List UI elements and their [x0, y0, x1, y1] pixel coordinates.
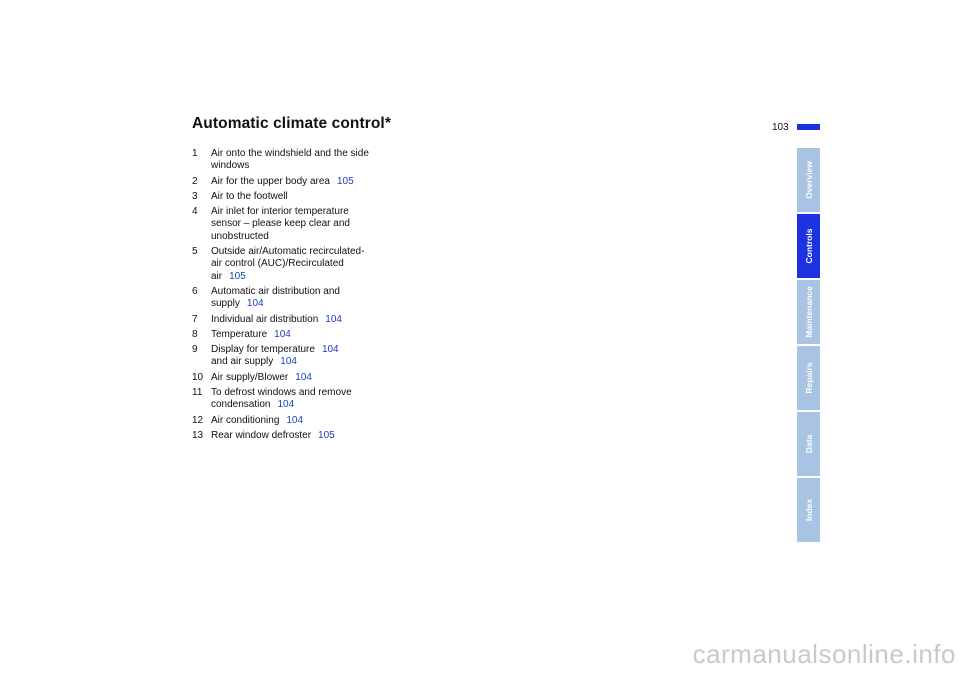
list-item [192, 430, 402, 442]
item-number: 4 [192, 206, 198, 218]
item-line [211, 356, 402, 368]
item-line [211, 176, 402, 188]
item-line-text: Air for the upper body area [211, 175, 330, 187]
list-item [192, 191, 402, 203]
item-text [211, 430, 402, 442]
item-text [211, 344, 402, 369]
item-text [211, 329, 402, 341]
item-line-text: Air conditioning [211, 414, 280, 426]
item-text [211, 415, 402, 427]
item-line [211, 160, 402, 172]
item-line-text: Air to the footwell [211, 190, 288, 202]
item-text [211, 314, 402, 326]
item-line [211, 286, 402, 298]
item-text [211, 286, 402, 311]
item-line [211, 218, 402, 230]
list-item [192, 286, 402, 311]
item-line [211, 148, 402, 160]
tab-controls[interactable] [797, 214, 820, 278]
item-line [211, 329, 402, 341]
item-line [211, 298, 402, 310]
item-text [211, 206, 402, 243]
page-reference-link[interactable]: 105 [318, 429, 335, 441]
item-line-text: Automatic air distribution and [211, 285, 340, 297]
list-item [192, 387, 402, 412]
legend-list [192, 148, 402, 445]
item-line-text: Air supply/Blower [211, 371, 289, 383]
list-item [192, 148, 402, 173]
list-item [192, 329, 402, 341]
item-line [211, 430, 402, 442]
item-number: 13 [192, 429, 204, 441]
list-item [192, 206, 402, 243]
item-line-text: sensor – please keep clear and [211, 218, 350, 230]
item-line-text: windows [211, 160, 250, 172]
item-line-text: air [211, 270, 223, 282]
page-reference-link[interactable]: 104 [280, 356, 297, 368]
page-reference-link[interactable]: 104 [246, 298, 264, 310]
item-line-text: condensation [211, 399, 271, 411]
item-line [211, 387, 402, 399]
item-line-text: Air inlet for interior temperature [211, 206, 349, 218]
item-line [211, 415, 402, 427]
item-number: 7 [192, 313, 198, 325]
page-reference-link[interactable]: 105 [336, 175, 354, 187]
page-reference-link[interactable]: 105 [229, 270, 246, 282]
list-item [192, 246, 402, 283]
item-line [211, 231, 402, 243]
tab-label: Data [803, 434, 814, 454]
item-line-text: unobstructed [211, 230, 269, 242]
item-line [211, 344, 402, 356]
item-line-text: supply [211, 298, 240, 310]
tab-label: Overview [803, 161, 814, 199]
page-reference-link[interactable]: 104 [295, 371, 312, 383]
item-line-text: Display for temperature [211, 344, 315, 356]
tab-label: Controls [803, 228, 814, 264]
tab-label: Index [803, 498, 814, 522]
page-reference-link[interactable]: 104 [286, 414, 304, 426]
item-line [211, 271, 402, 283]
tab-maintenance[interactable] [797, 280, 820, 344]
item-number: 8 [192, 328, 198, 340]
item-line [211, 206, 402, 218]
item-text [211, 372, 402, 384]
list-item [192, 176, 402, 188]
item-line-text: Outside air/Automatic recirculated- [211, 246, 365, 258]
tab-overview[interactable] [797, 148, 820, 212]
tab-repairs[interactable] [797, 346, 820, 410]
section-nav [797, 148, 820, 544]
item-number: 1 [192, 148, 198, 159]
tab-index[interactable] [797, 478, 820, 542]
item-line [211, 191, 402, 203]
tab-data[interactable] [797, 412, 820, 476]
tab-label: Repairs [803, 362, 814, 394]
item-number: 10 [192, 371, 204, 383]
item-number: 12 [192, 414, 204, 426]
item-number: 2 [192, 175, 198, 187]
page-reference-link[interactable]: 104 [274, 328, 291, 340]
item-line [211, 314, 402, 326]
item-line [211, 246, 402, 258]
item-number: 6 [192, 285, 198, 297]
item-line [211, 399, 402, 411]
list-item [192, 344, 402, 369]
item-number: 5 [192, 246, 198, 258]
page-reference-link[interactable]: 104 [325, 313, 342, 325]
item-number: 11 [192, 387, 203, 399]
item-line-text: Temperature [211, 328, 268, 340]
item-number: 9 [192, 344, 198, 356]
page-number: 103 [772, 122, 789, 133]
item-number: 3 [192, 190, 198, 202]
list-item [192, 314, 402, 326]
tab-label: Maintenance [803, 286, 814, 338]
item-text [211, 387, 402, 412]
item-text [211, 148, 402, 173]
page-reference-link[interactable]: 104 [321, 344, 339, 356]
item-text [211, 191, 402, 203]
item-line-text: air control (AUC)/Recirculated [211, 258, 344, 270]
list-item [192, 372, 402, 384]
item-text [211, 246, 402, 283]
watermark: carmanualsonline.info [692, 639, 956, 669]
item-line-text: and air supply [211, 356, 274, 368]
item-line-text: To defrost windows and remove [211, 387, 352, 399]
item-line [211, 258, 402, 270]
item-line-text: Individual air distribution [211, 313, 319, 325]
page-title: Automatic climate control* [192, 115, 391, 132]
item-line [211, 372, 402, 384]
item-line-text: Air onto the windshield and the side [211, 148, 369, 159]
item-line-text: Rear window defroster [211, 429, 312, 441]
page-reference-link[interactable]: 104 [277, 399, 295, 411]
page-marker [797, 124, 820, 130]
item-text [211, 176, 402, 188]
list-item [192, 415, 402, 427]
